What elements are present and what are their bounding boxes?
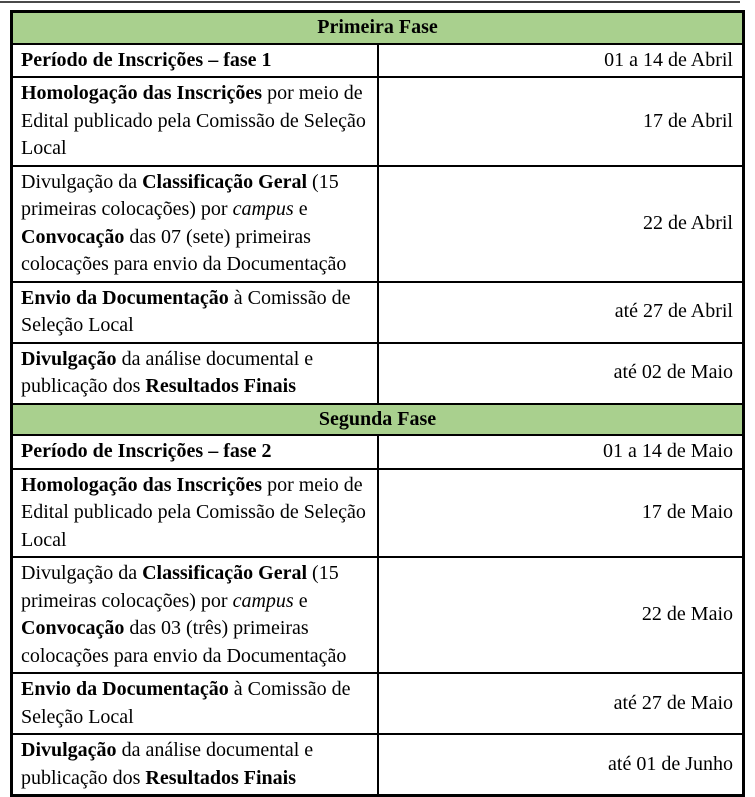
activity-text-segment: por meio de Edital publicado pela Comissão de Seleção Local (21, 82, 366, 159)
activity-cell (12, 435, 378, 469)
date-cell: até 02 de Maio (378, 343, 744, 404)
date-cell: 01 a 14 de Maio (378, 435, 744, 469)
section-header-row (12, 404, 744, 436)
activity-text-segment: Divulgação da (21, 170, 143, 193)
table-row (12, 469, 744, 558)
table-row (12, 734, 744, 796)
date-cell: 22 de Abril (378, 166, 744, 282)
section-header-row (12, 12, 744, 44)
activity-text-segment: e (293, 198, 308, 220)
activity-text-segment: Convocação (21, 617, 125, 639)
activity-cell (12, 673, 378, 734)
activity-text-segment: por meio de Edital publicado pela Comissão de Seleção Local (21, 473, 366, 551)
activity-cell (12, 469, 378, 558)
activity-cell (12, 557, 378, 673)
activity-cell (12, 77, 378, 166)
activity-text-segment: Período de Inscrições – fase 1 (21, 48, 272, 71)
activity-text-segment: campus (232, 198, 294, 220)
date-cell: até 27 de Maio (378, 673, 744, 734)
activity-text-segment: (15 primeiras colocações) por (21, 562, 339, 612)
activity-text-segment: campus (232, 589, 294, 612)
activity-cell (12, 343, 378, 404)
section-title: Segunda Fase (12, 404, 744, 436)
activity-text-segment: Homologação das Inscrições (21, 473, 263, 496)
activity-cell (12, 734, 378, 796)
activity-text-segment: Classificação Geral (142, 562, 308, 584)
activity-text-segment: à Comissão de Seleção Local (21, 286, 351, 336)
activity-text-segment: da análise documental e publicação dos (21, 739, 314, 789)
activity-text-segment: das 07 (sete) primeiras colocações para envio da Documentação (21, 225, 347, 275)
activity-cell (12, 44, 378, 78)
table-row (12, 44, 744, 78)
activity-text-segment: Resultados Finais (145, 766, 296, 789)
schedule-table (10, 10, 745, 797)
activity-cell (12, 166, 378, 282)
activity-text-segment: (15 primeiras colocações) por (21, 170, 339, 220)
activity-text-segment: Homologação das Inscrições (21, 82, 263, 104)
activity-text-segment: das 03 (três) primeiras colocações para envio da Documentação (21, 617, 347, 667)
activity-text-segment: e (293, 589, 308, 612)
schedule-table-body (12, 12, 744, 796)
activity-text-segment: Envio da Documentação (21, 678, 229, 700)
table-row (12, 673, 744, 734)
date-cell: 17 de Maio (378, 469, 744, 558)
activity-text-segment: Resultados Finais (145, 375, 296, 397)
table-row (12, 166, 744, 282)
activity-text-segment: Divulgação da (21, 562, 143, 584)
activity-text-segment: Divulgação (21, 739, 117, 761)
activity-text-segment: Período de Inscrições – fase 2 (21, 440, 272, 462)
table-row (12, 435, 744, 469)
date-cell: 22 de Maio (378, 557, 744, 673)
activity-text-segment: Divulgação (21, 347, 117, 370)
top-rule (0, 1, 740, 3)
activity-text-segment: Envio da Documentação (21, 286, 229, 309)
table-row (12, 557, 744, 673)
activity-text-segment: Classificação Geral (142, 170, 308, 193)
date-cell: 01 a 14 de Abril (378, 44, 744, 78)
section-title: Primeira Fase (12, 12, 744, 44)
date-cell: até 27 de Abril (378, 282, 744, 343)
table-row (12, 77, 744, 166)
table-row (12, 282, 744, 343)
activity-text-segment: Convocação (21, 225, 125, 248)
activity-text-segment: à Comissão de Seleção Local (21, 678, 351, 728)
date-cell: até 01 de Junho (378, 734, 744, 796)
activity-cell (12, 282, 378, 343)
date-cell: 17 de Abril (378, 77, 744, 166)
activity-text-segment: da análise documental e publicação dos (21, 347, 314, 397)
table-row (12, 343, 744, 404)
